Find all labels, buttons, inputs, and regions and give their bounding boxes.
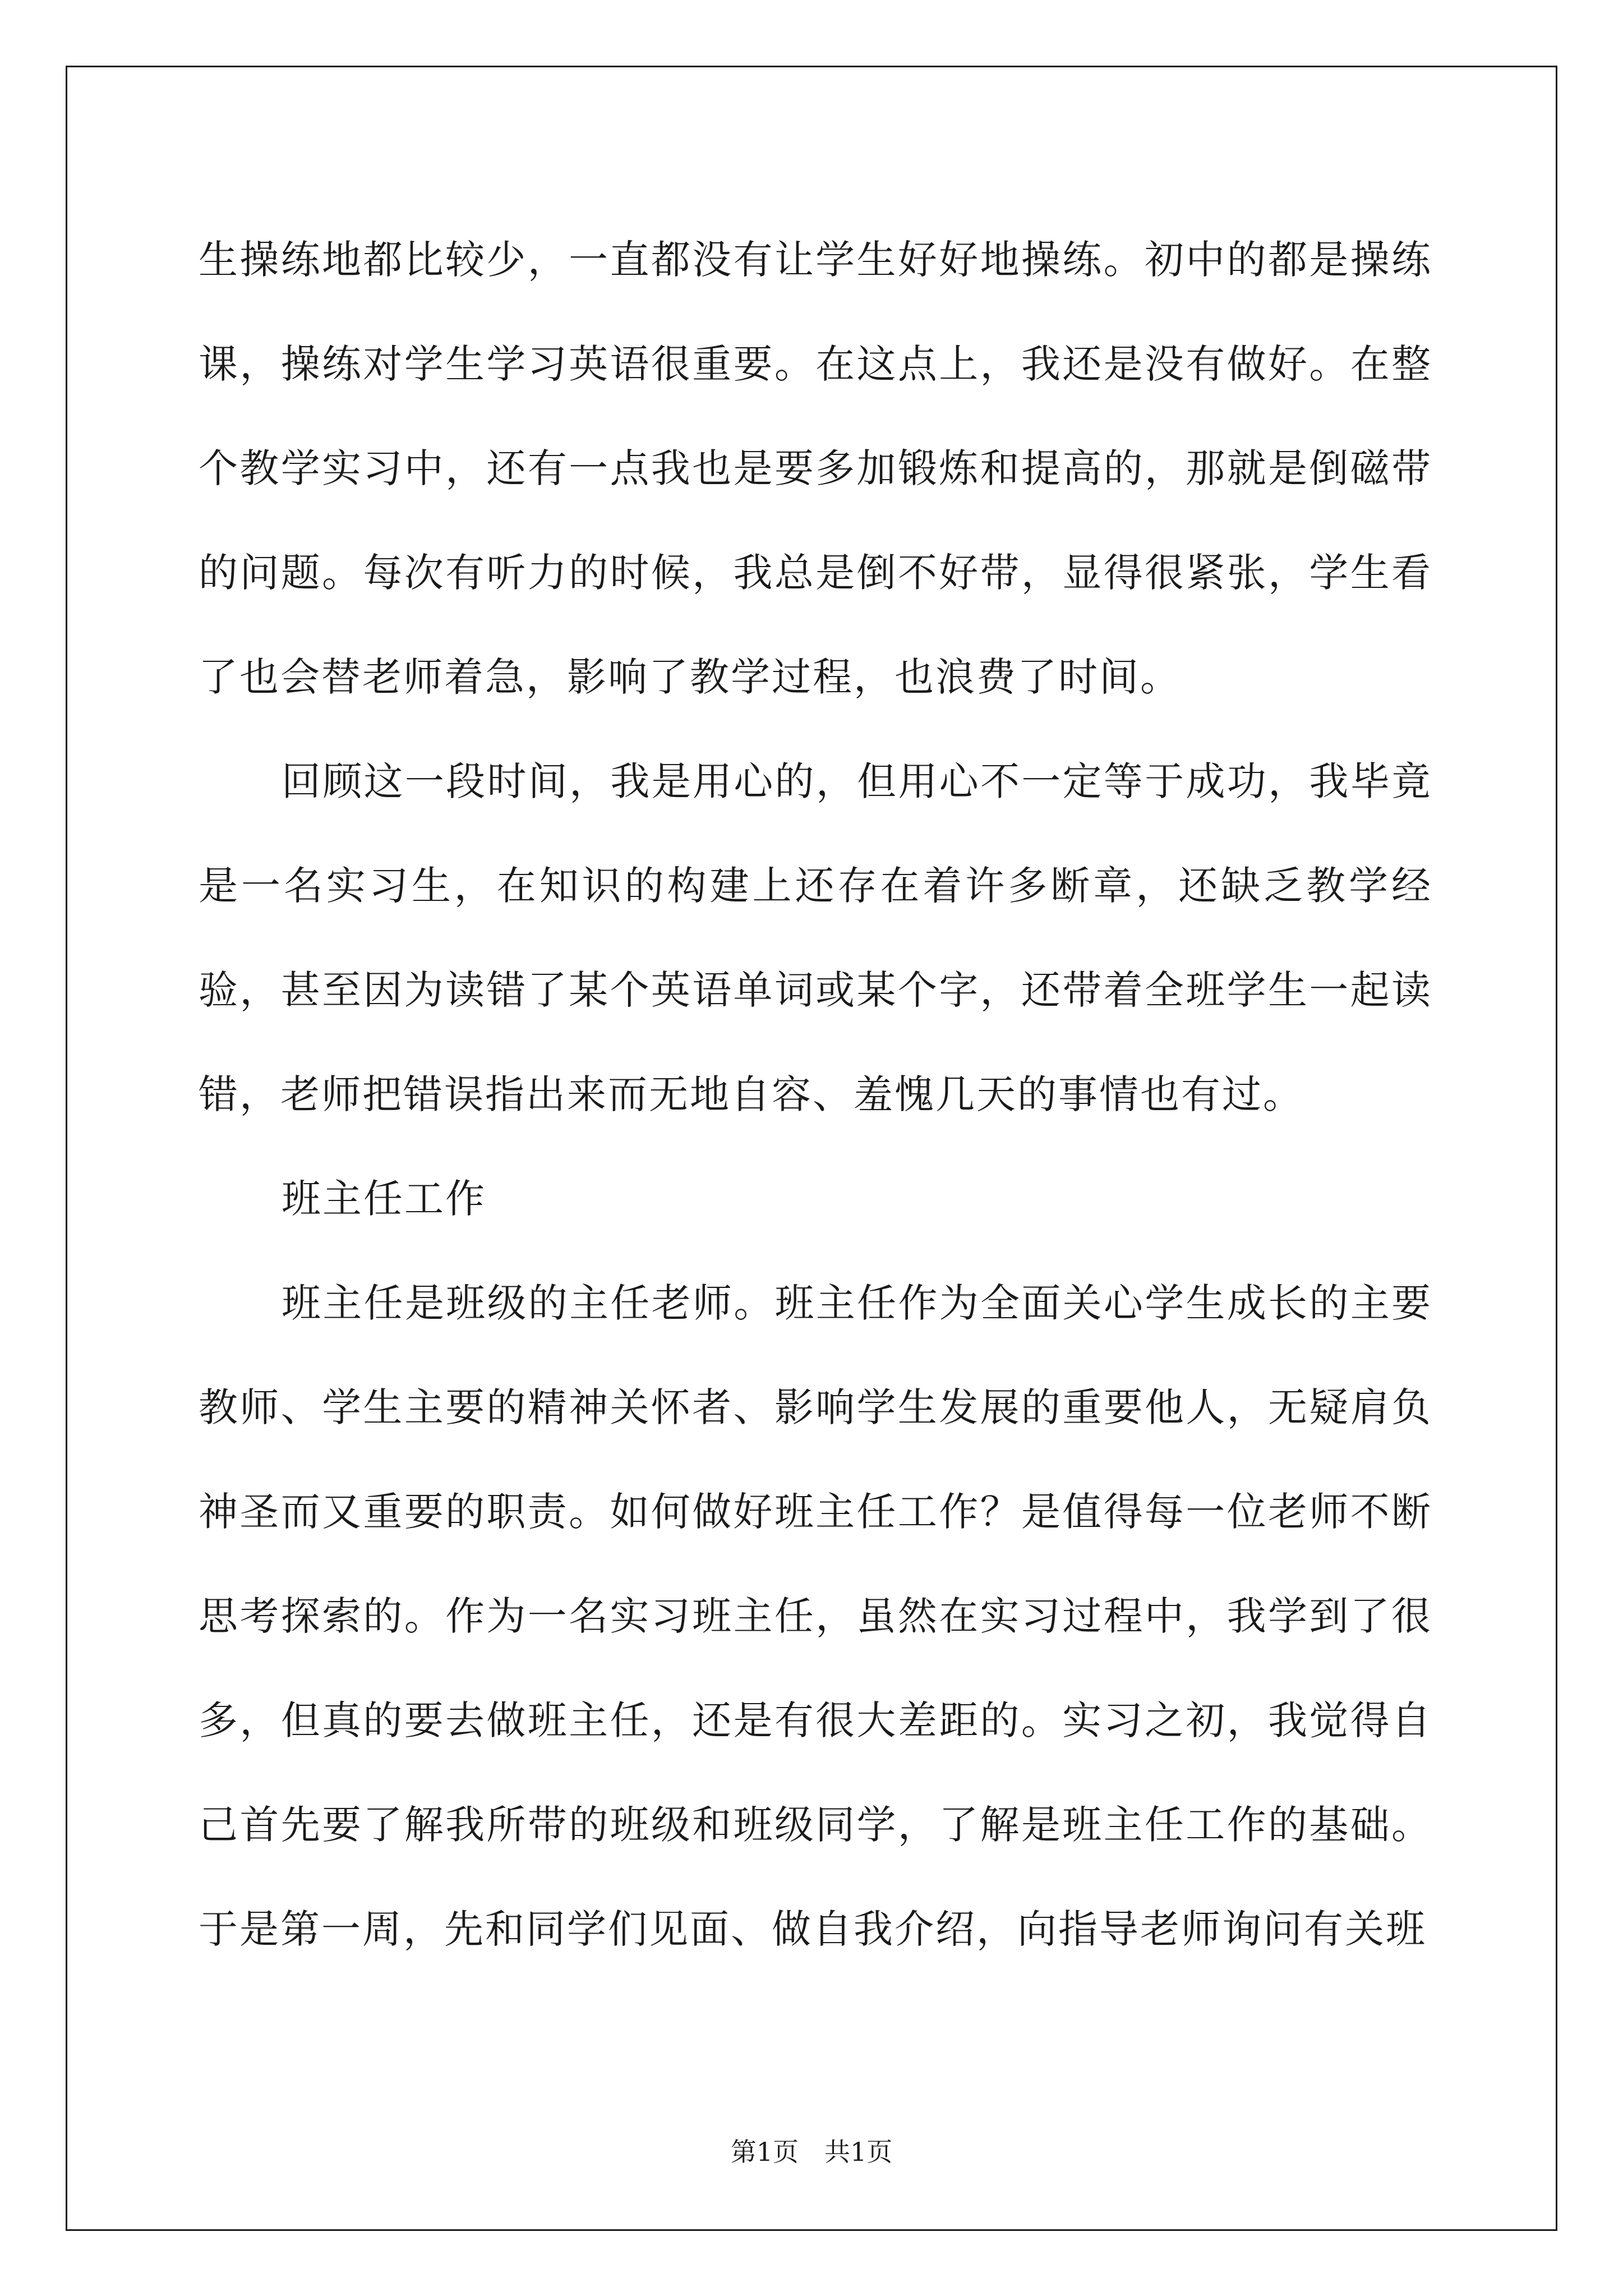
paragraph-1: 生操练地都比较少，一直都没有让学生好好地操练。初中的都是操练课，操练对学生学习英语很重要。在这点上，我还是没有做好。在整个教学实习中，还有一点我也是要多加锻炼和提高的，那就是倒磁带的问题。每次有听力的时候，我总是倒不好带，显得很紧张，学生看了也会替老师着急，影响了教学过程，也浪费了时间。 [199,237,1432,700]
paragraph-3: 班主任是班级的主任老师。班主任作为全面关心学生成长的主要教师、学生主要的精神关怀者、影响学生发展的重要他人，无疑肩负神圣而又重要的职责。如何做好班主任工作？是值得每一位老师不断思考探索的。作为一名实习班主任，虽然在实习过程中，我学到了很多，但真的要去做班主任，还是有很大差距的。实习之初，我觉得自己首先要了解我所带的班级和班级同学，了解是班主任工作的基础。于是第一周，先和同学们见面、做自我介绍，向指导老师询问有关班 [199,1280,1432,1952]
document-body [199,208,1432,1981]
section-heading: 班主任工作 [282,1176,486,1222]
paragraph-2: 回顾这一段时间，我是用心的，但用心不一定等于成功，我毕竟是一名实习生，在知识的构建上还存在着许多断章，还缺乏教学经验，甚至因为读错了某个英语单词或某个字，还带着全班学生一起读错，老师把错误指出来而无地自容、羞愧几天的事情也有过。 [199,758,1432,1117]
page-footer: 第1页 共1页 [730,2137,893,2167]
